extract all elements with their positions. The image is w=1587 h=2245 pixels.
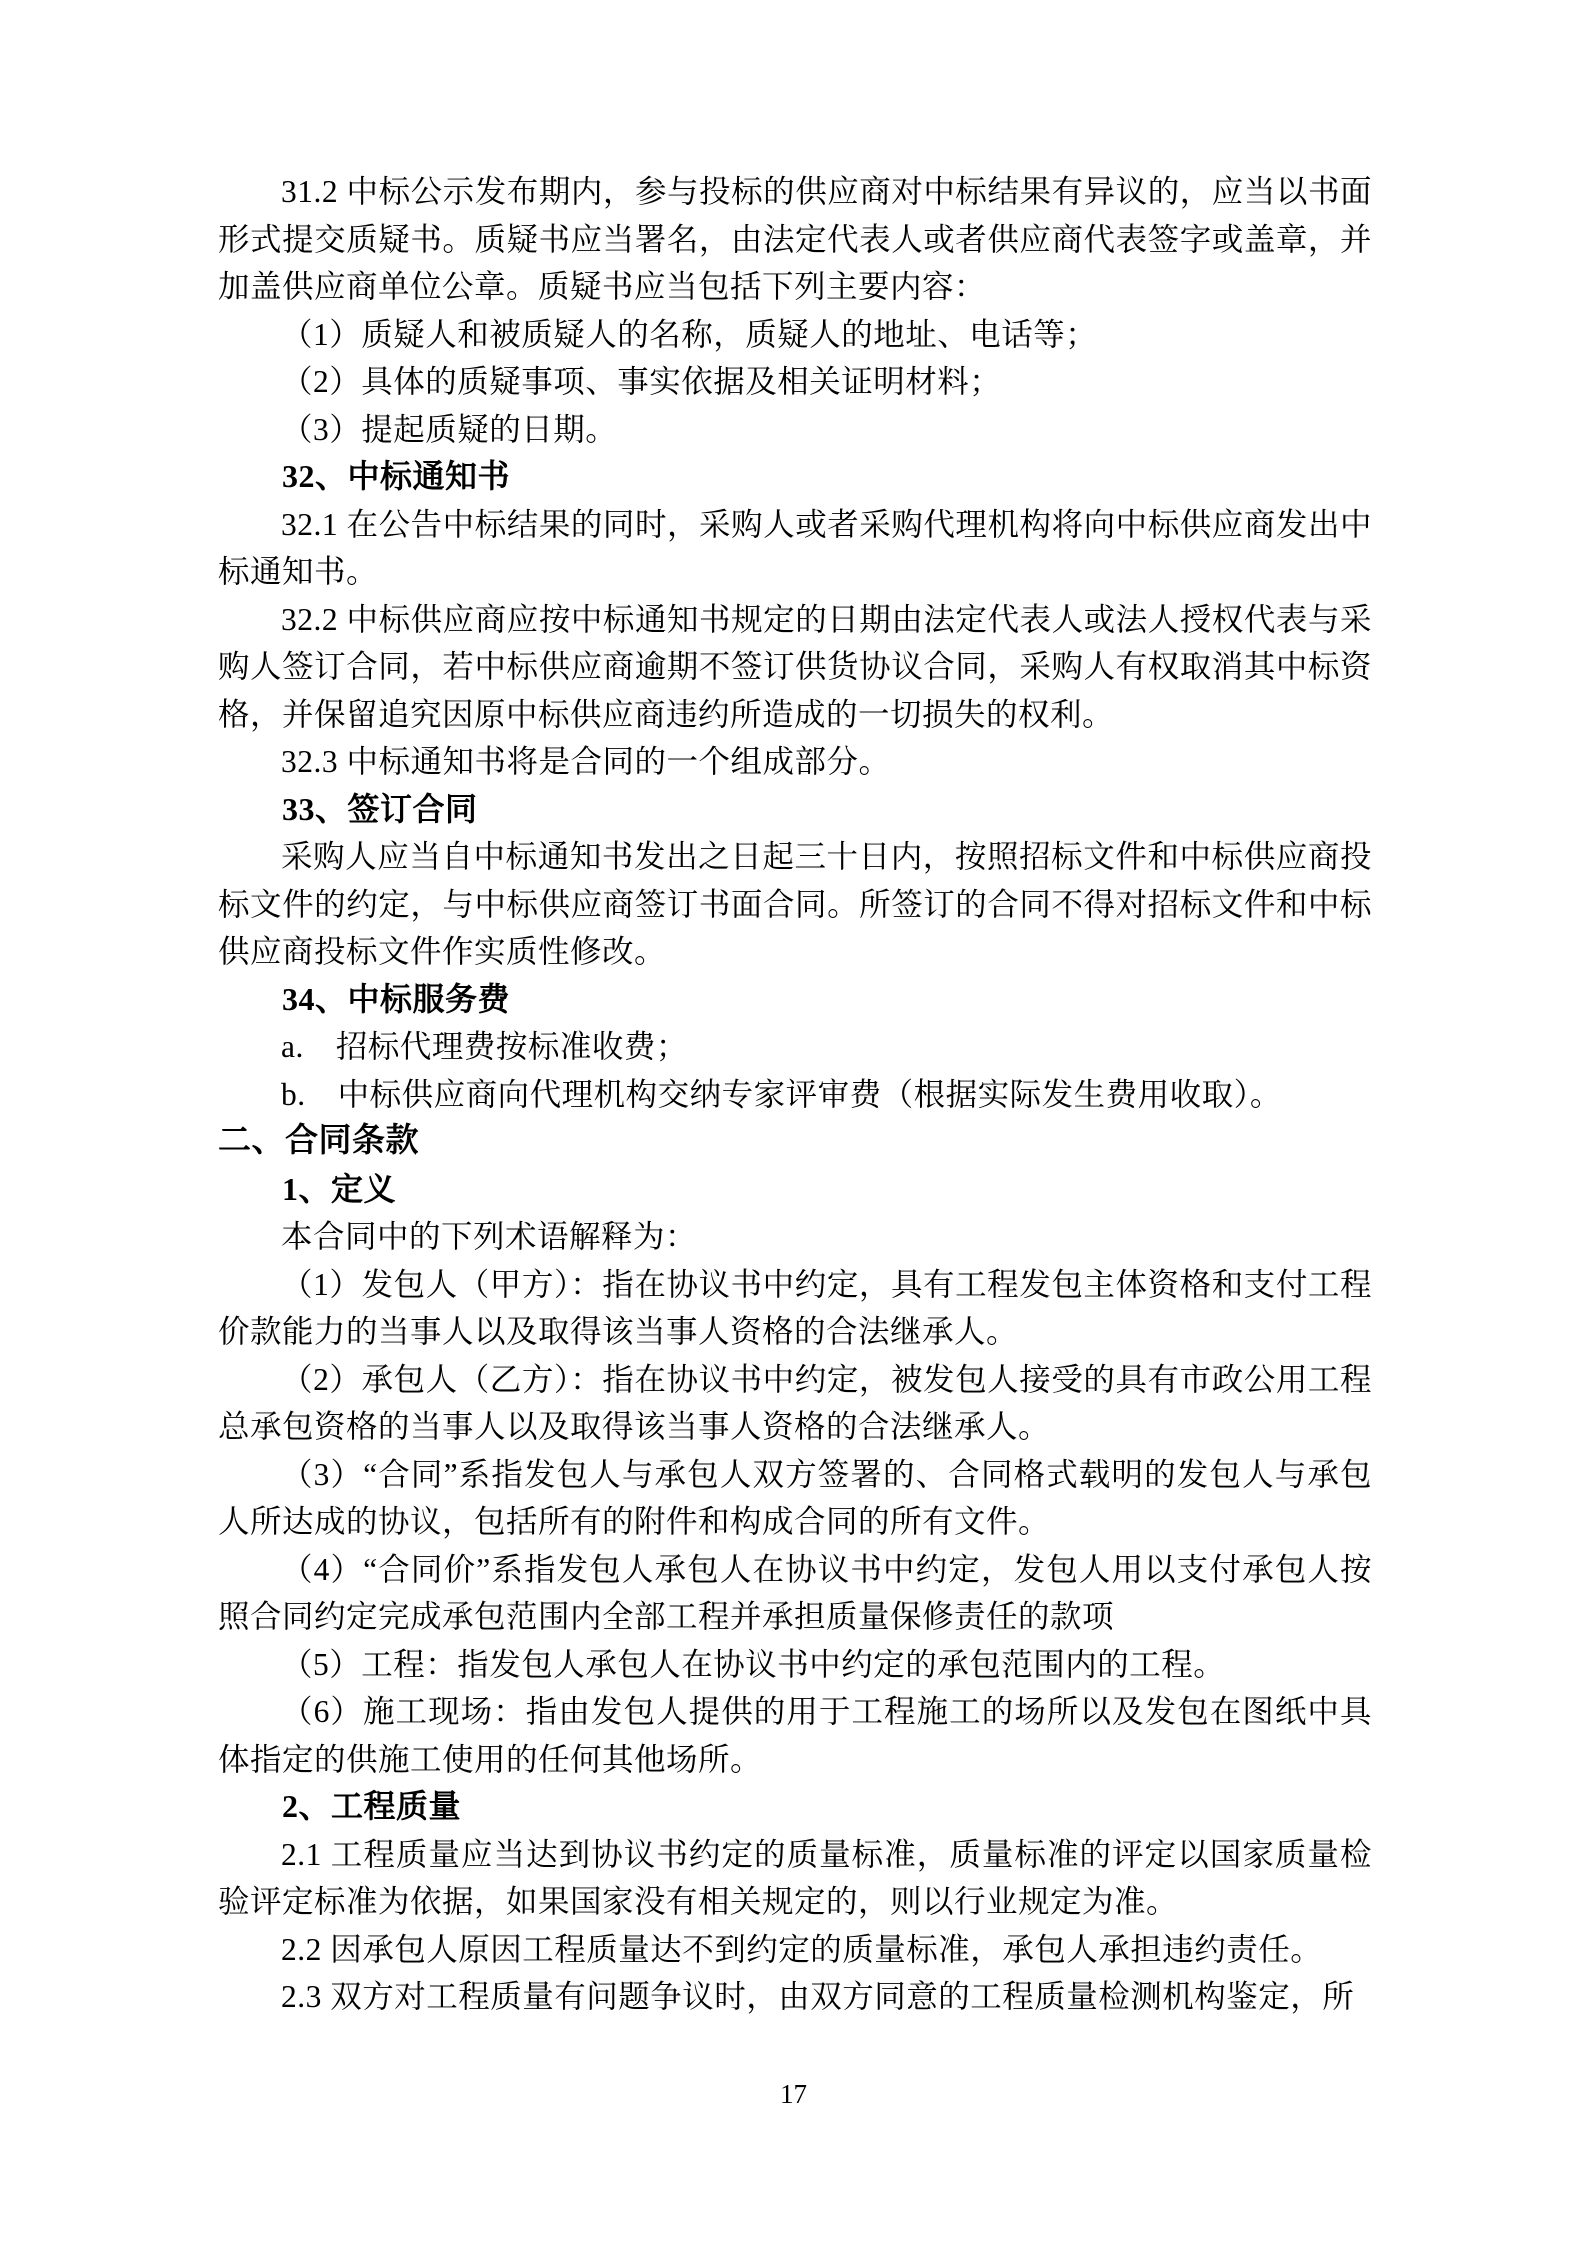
paragraph: 32.3 中标通知书将是合同的一个组成部分。	[281, 744, 891, 779]
paragraph: （5）工程：指发包人承包人在协议书中约定的承包范围内的工程。	[281, 1646, 1226, 1682]
paragraph: 采购人应当自中标通知书发出之日起三十日内，按照招标文件和中标供应商投标文件的约定，与中标供应商签订书面合同。所签订的合同不得对招标文件和中标供应商投标文件作实质性修改。	[218, 839, 1372, 969]
paragraph: （6）施工现场：指由发包人提供的用于工程施工的场所以及发包在图纸中具体指定的供施工使用的任何其他场所。	[218, 1694, 1372, 1777]
paragraph: （2）具体的质疑事项、事实依据及相关证明材料；	[281, 364, 1002, 399]
paragraph: 32.1 在公告中标结果的同时，采购人或者采购代理机构将向中标供应商发出中标通知书。	[218, 506, 1372, 589]
page-footer	[0, 2078, 1587, 2110]
document-body	[218, 168, 1372, 2021]
paragraph: （1）质疑人和被质疑人的名称，质疑人的地址、电话等；	[281, 316, 1098, 352]
section-heading-level1: 二、合同条款	[218, 1123, 419, 1159]
paragraph: 本合同中的下列术语解释为：	[281, 1219, 698, 1254]
section-heading-level2: 1、定义	[282, 1170, 397, 1207]
paragraph: 2.2 因承包人原因工程质量达不到约定的质量标准，承包人承担违约责任。	[281, 1931, 1323, 1967]
paragraph: 2.3 双方对工程质量有问题争议时，由双方同意的工程质量检测机构鉴定，所	[281, 1979, 1355, 2014]
paragraph: （1）发包人（甲方）：指在协议书中约定，具有工程发包主体资格和支付工程价款能力的当事人以及取得该当事人资格的合法继承人。	[218, 1266, 1372, 1349]
page-number: 17	[780, 2079, 807, 2109]
paragraph: （3）“合同”系指发包人与承包人双方签署的、合同格式载明的发包人与承包人所达成的协议，包括所有的附件和构成合同的所有文件。	[218, 1456, 1372, 1539]
paragraph: （4）“合同价”系指发包人承包人在协议书中约定，发包人用以支付承包人按照合同约定完成承包范围内全部工程并承担质量保修责任的款项	[218, 1551, 1372, 1634]
paragraph: （3）提起质疑的日期。	[281, 411, 618, 447]
paragraph: 31.2 中标公示发布期内，参与投标的供应商对中标结果有异议的，应当以书面形式提交质疑书。质疑书应当署名，由法定代表人或者供应商代表签字或盖章，并加盖供应商单位公章。质疑书应当包括下列主要内容：	[218, 174, 1372, 304]
paragraph: a. 招标代理费按标准收费；	[281, 1029, 688, 1064]
section-heading-level2: 32、中标通知书	[282, 458, 511, 494]
section-heading-level2: 33、签订合同	[282, 790, 478, 827]
paragraph: 2.1 工程质量应当达到协议书约定的质量标准，质量标准的评定以国家质量检验评定标准为依据，如果国家没有相关规定的，则以行业规定为准。	[218, 1836, 1372, 1919]
section-heading-level2: 34、中标服务费	[282, 980, 511, 1017]
paragraph: b. 中标供应商向代理机构交纳专家评审费（根据实际发生费用收取）。	[281, 1076, 1282, 1112]
section-heading-level2: 2、工程质量	[282, 1788, 462, 1824]
paragraph: （2）承包人（乙方）：指在协议书中约定，被发包人接受的具有市政公用工程总承包资格的当事人以及取得该当事人资格的合法继承人。	[218, 1361, 1372, 1444]
paragraph: 32.2 中标供应商应按中标通知书规定的日期由法定代表人或法人授权代表与采购人签订合同，若中标供应商逾期不签订供货协议合同，采购人有权取消其中标资格，并保留追究因原中标供应商违约所造成的一切损失的权利。	[218, 601, 1372, 732]
